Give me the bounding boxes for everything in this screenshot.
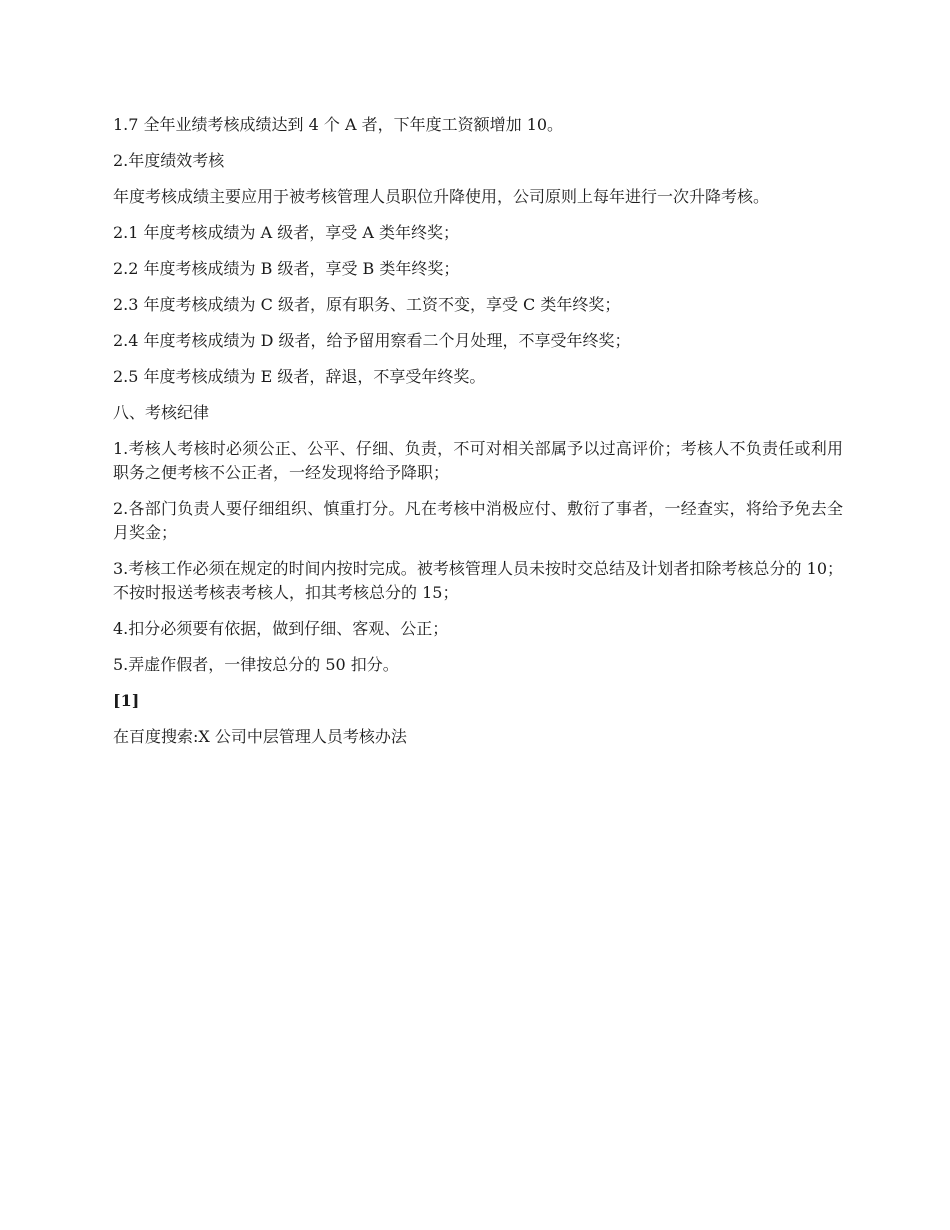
heading-review-discipline: 八、考核纪律 [113, 403, 210, 422]
search-line: 在百度搜索:X 公司中层管理人员考核办法 [113, 727, 407, 746]
paragraph-discipline-5: 5.弄虚作假者，一律按总分的 50 扣分。 [113, 655, 399, 674]
paragraph-discipline-4: 4.扣分必须要有依据，做到仔细、客观、公正； [113, 619, 449, 638]
paragraph-2-5-grade-e: 2.5 年度考核成绩为 E 级者，辞退，不享受年终奖。 [113, 367, 486, 386]
reference-marker: [1] [113, 691, 140, 710]
paragraph-discipline-2: 2.各部门负责人要仔细组织、慎重打分。凡在考核中消极应付、敷衍了事者，一经查实，将给予免去全月奖金； [113, 499, 843, 542]
paragraph-discipline-1: 1.考核人考核时必须公正、公平、仔细、负责，不可对相关部属予以过高评价；考核人不负责任或利用职务之便考核不公正者，一经发现将给予降职； [113, 439, 843, 482]
paragraph-2-2-grade-b: 2.2 年度考核成绩为 B 级者，享受 B 类年终奖； [113, 259, 460, 278]
paragraph-2-1-grade-a: 2.1 年度考核成绩为 A 级者，享受 A 类年终奖； [113, 223, 459, 242]
paragraph-annual-review-usage: 年度考核成绩主要应用于被考核管理人员职位升降使用，公司原则上每年进行一次升降考核。 [113, 187, 770, 206]
paragraph-2-4-grade-d: 2.4 年度考核成绩为 D 级者，给予留用察看二个月处理，不享受年终奖； [113, 331, 631, 350]
heading-annual-performance-review: 2.年度绩效考核 [113, 151, 225, 170]
paragraph-discipline-3: 3.考核工作必须在规定的时间内按时完成。被考核管理人员未按时交总结及计划者扣除考核总分的 10；不按时报送考核表考核人，扣其考核总分的 15； [113, 559, 843, 602]
paragraph-1-7-salary: 1.7 全年业绩考核成绩达到 4 个 A 者，下年度工资额增加 10。 [113, 115, 564, 134]
document-page [113, 113, 843, 761]
paragraph-2-3-grade-c: 2.3 年度考核成绩为 C 级者，原有职务、工资不变，享受 C 类年终奖； [113, 295, 621, 314]
